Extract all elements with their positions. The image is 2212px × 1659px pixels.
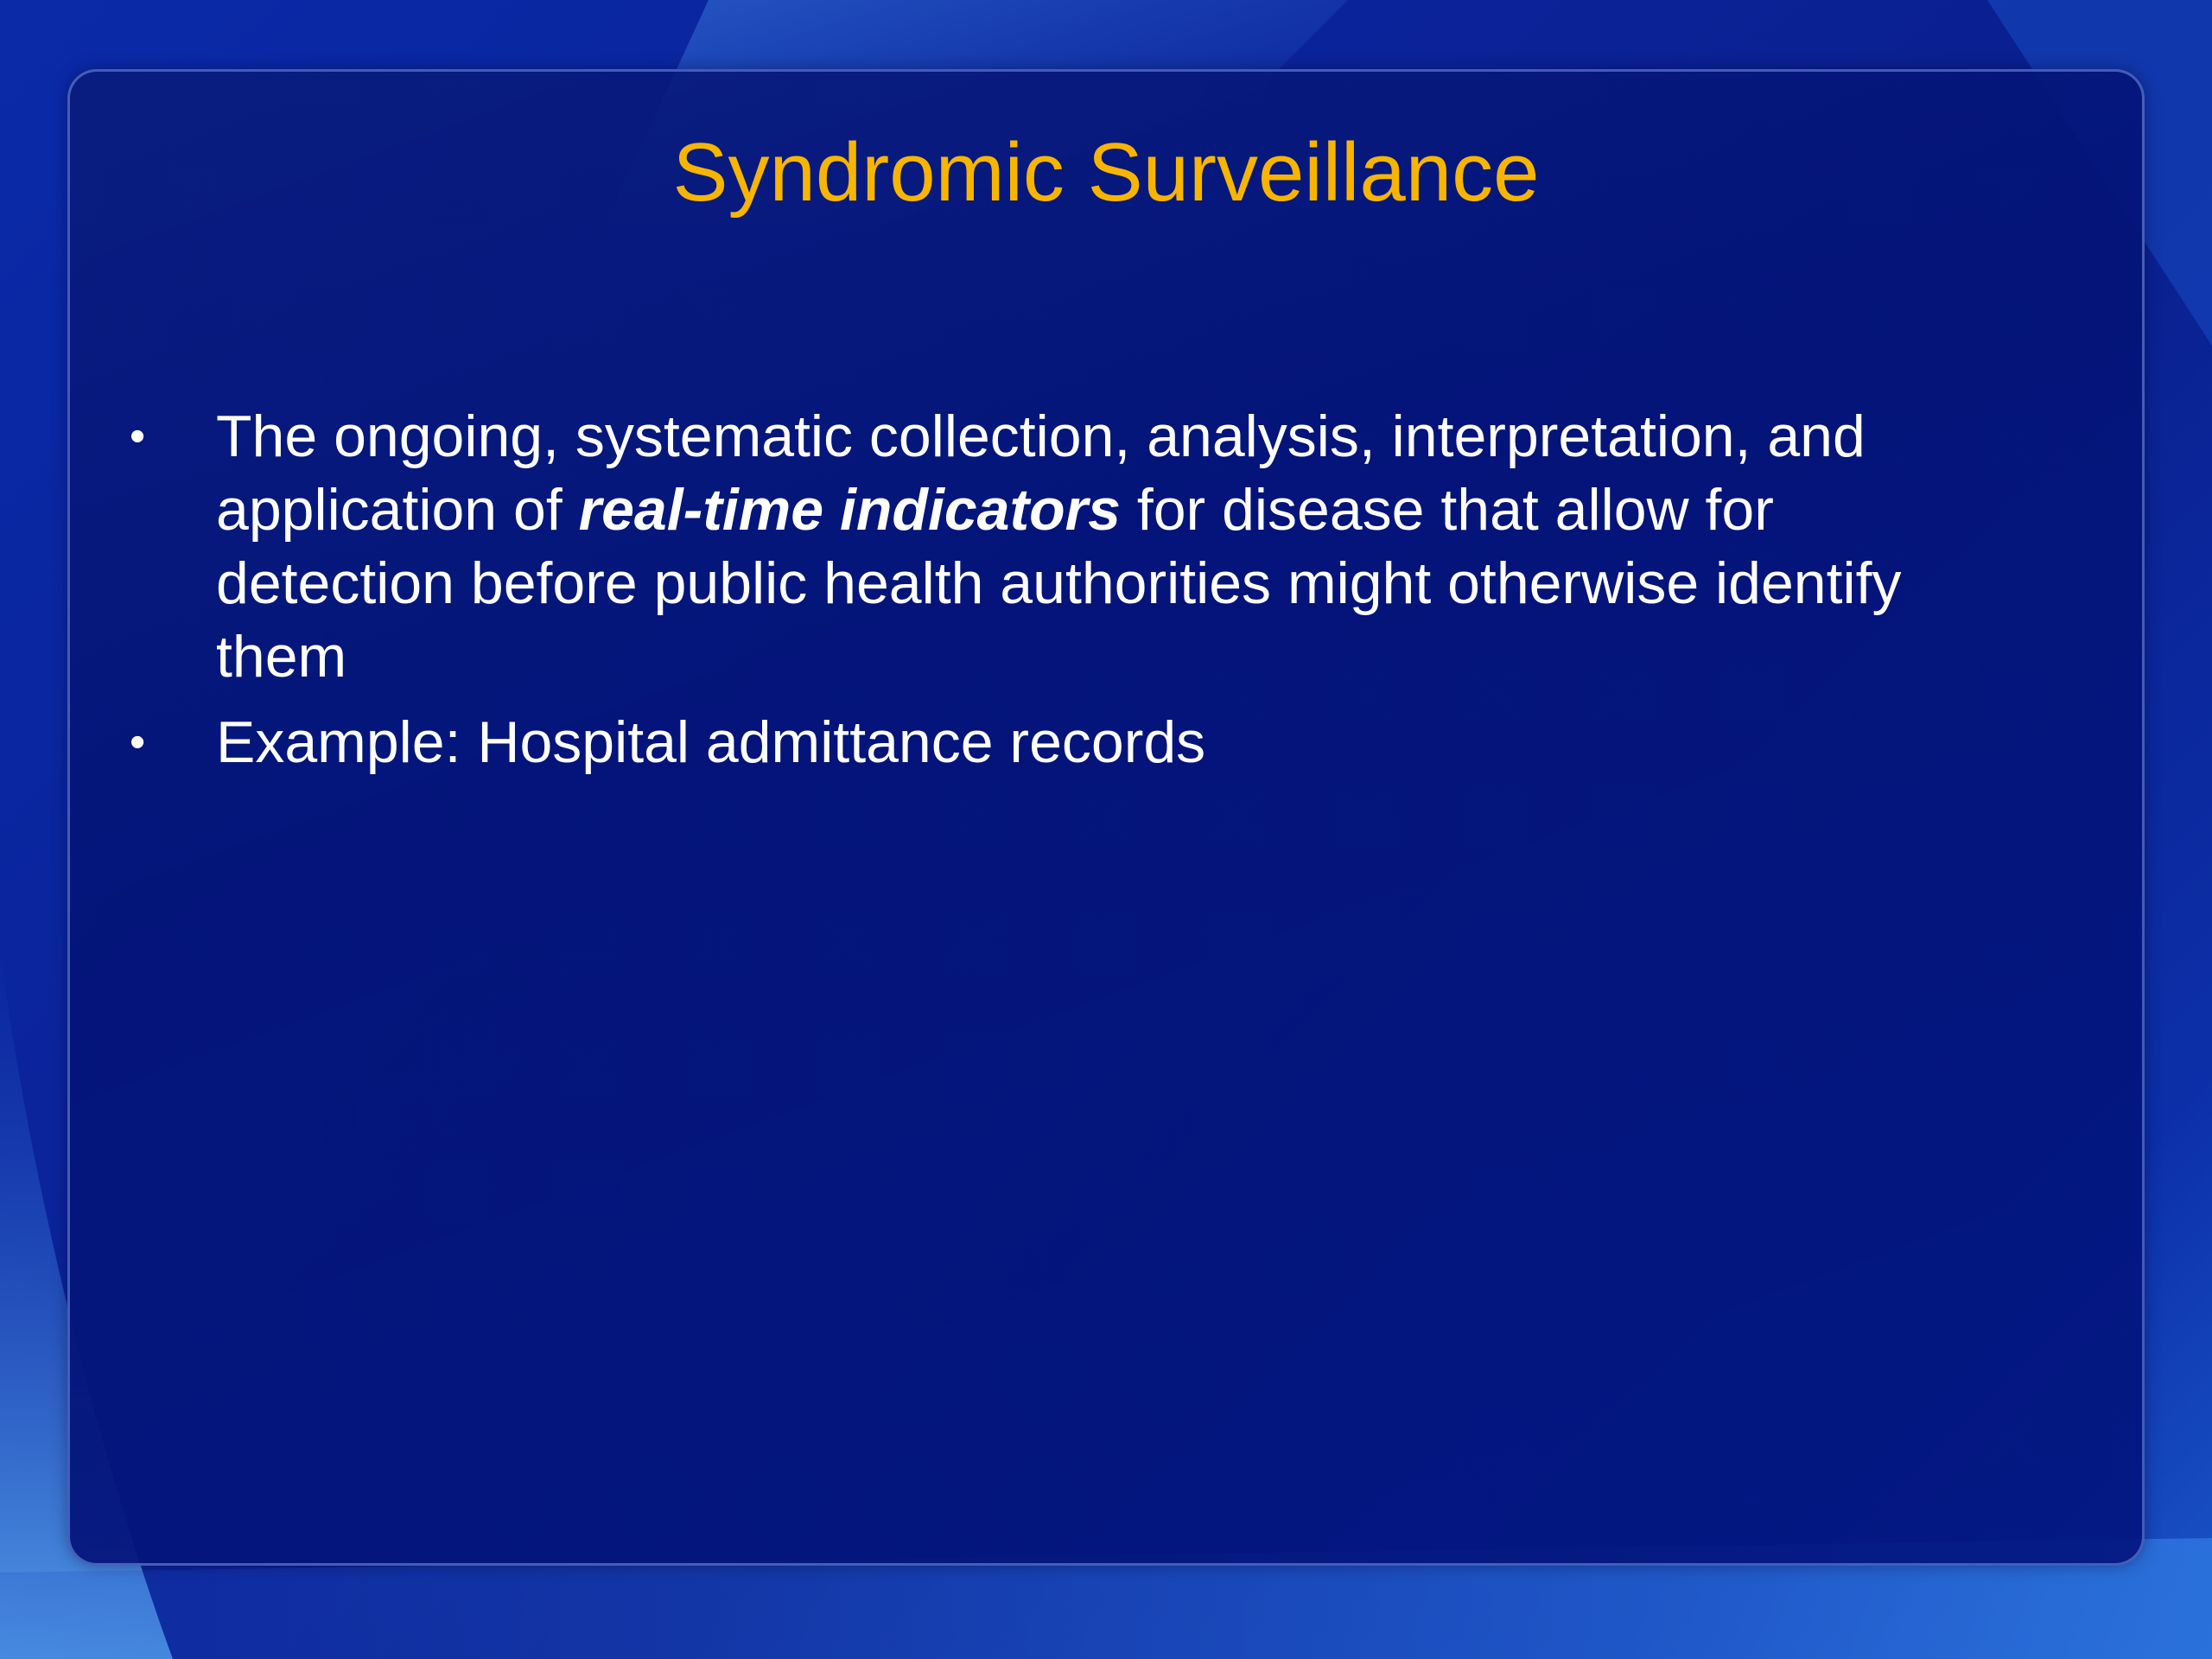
bullet-list [130,400,2013,779]
bullet-emphasis: real-time indicators [578,477,1121,543]
bullet-text: Example: Hospital admittance records [216,709,1206,775]
bullet-item-definition [130,400,2013,694]
bullet-marker: • [130,411,146,461]
bullet-item-example [130,706,2013,779]
bullet-marker: • [130,717,146,767]
bullet-text-before: The ongoing, systematic collection, analysis, interpretation, and application of [216,404,1866,543]
slide-title: Syndromic Surveillance [672,126,1540,219]
bullet-text [216,404,1901,690]
bullet-text-after: for disease that allow for detection before public health authorities might otherwise identify them [216,477,1902,690]
content-panel [67,69,2145,1566]
